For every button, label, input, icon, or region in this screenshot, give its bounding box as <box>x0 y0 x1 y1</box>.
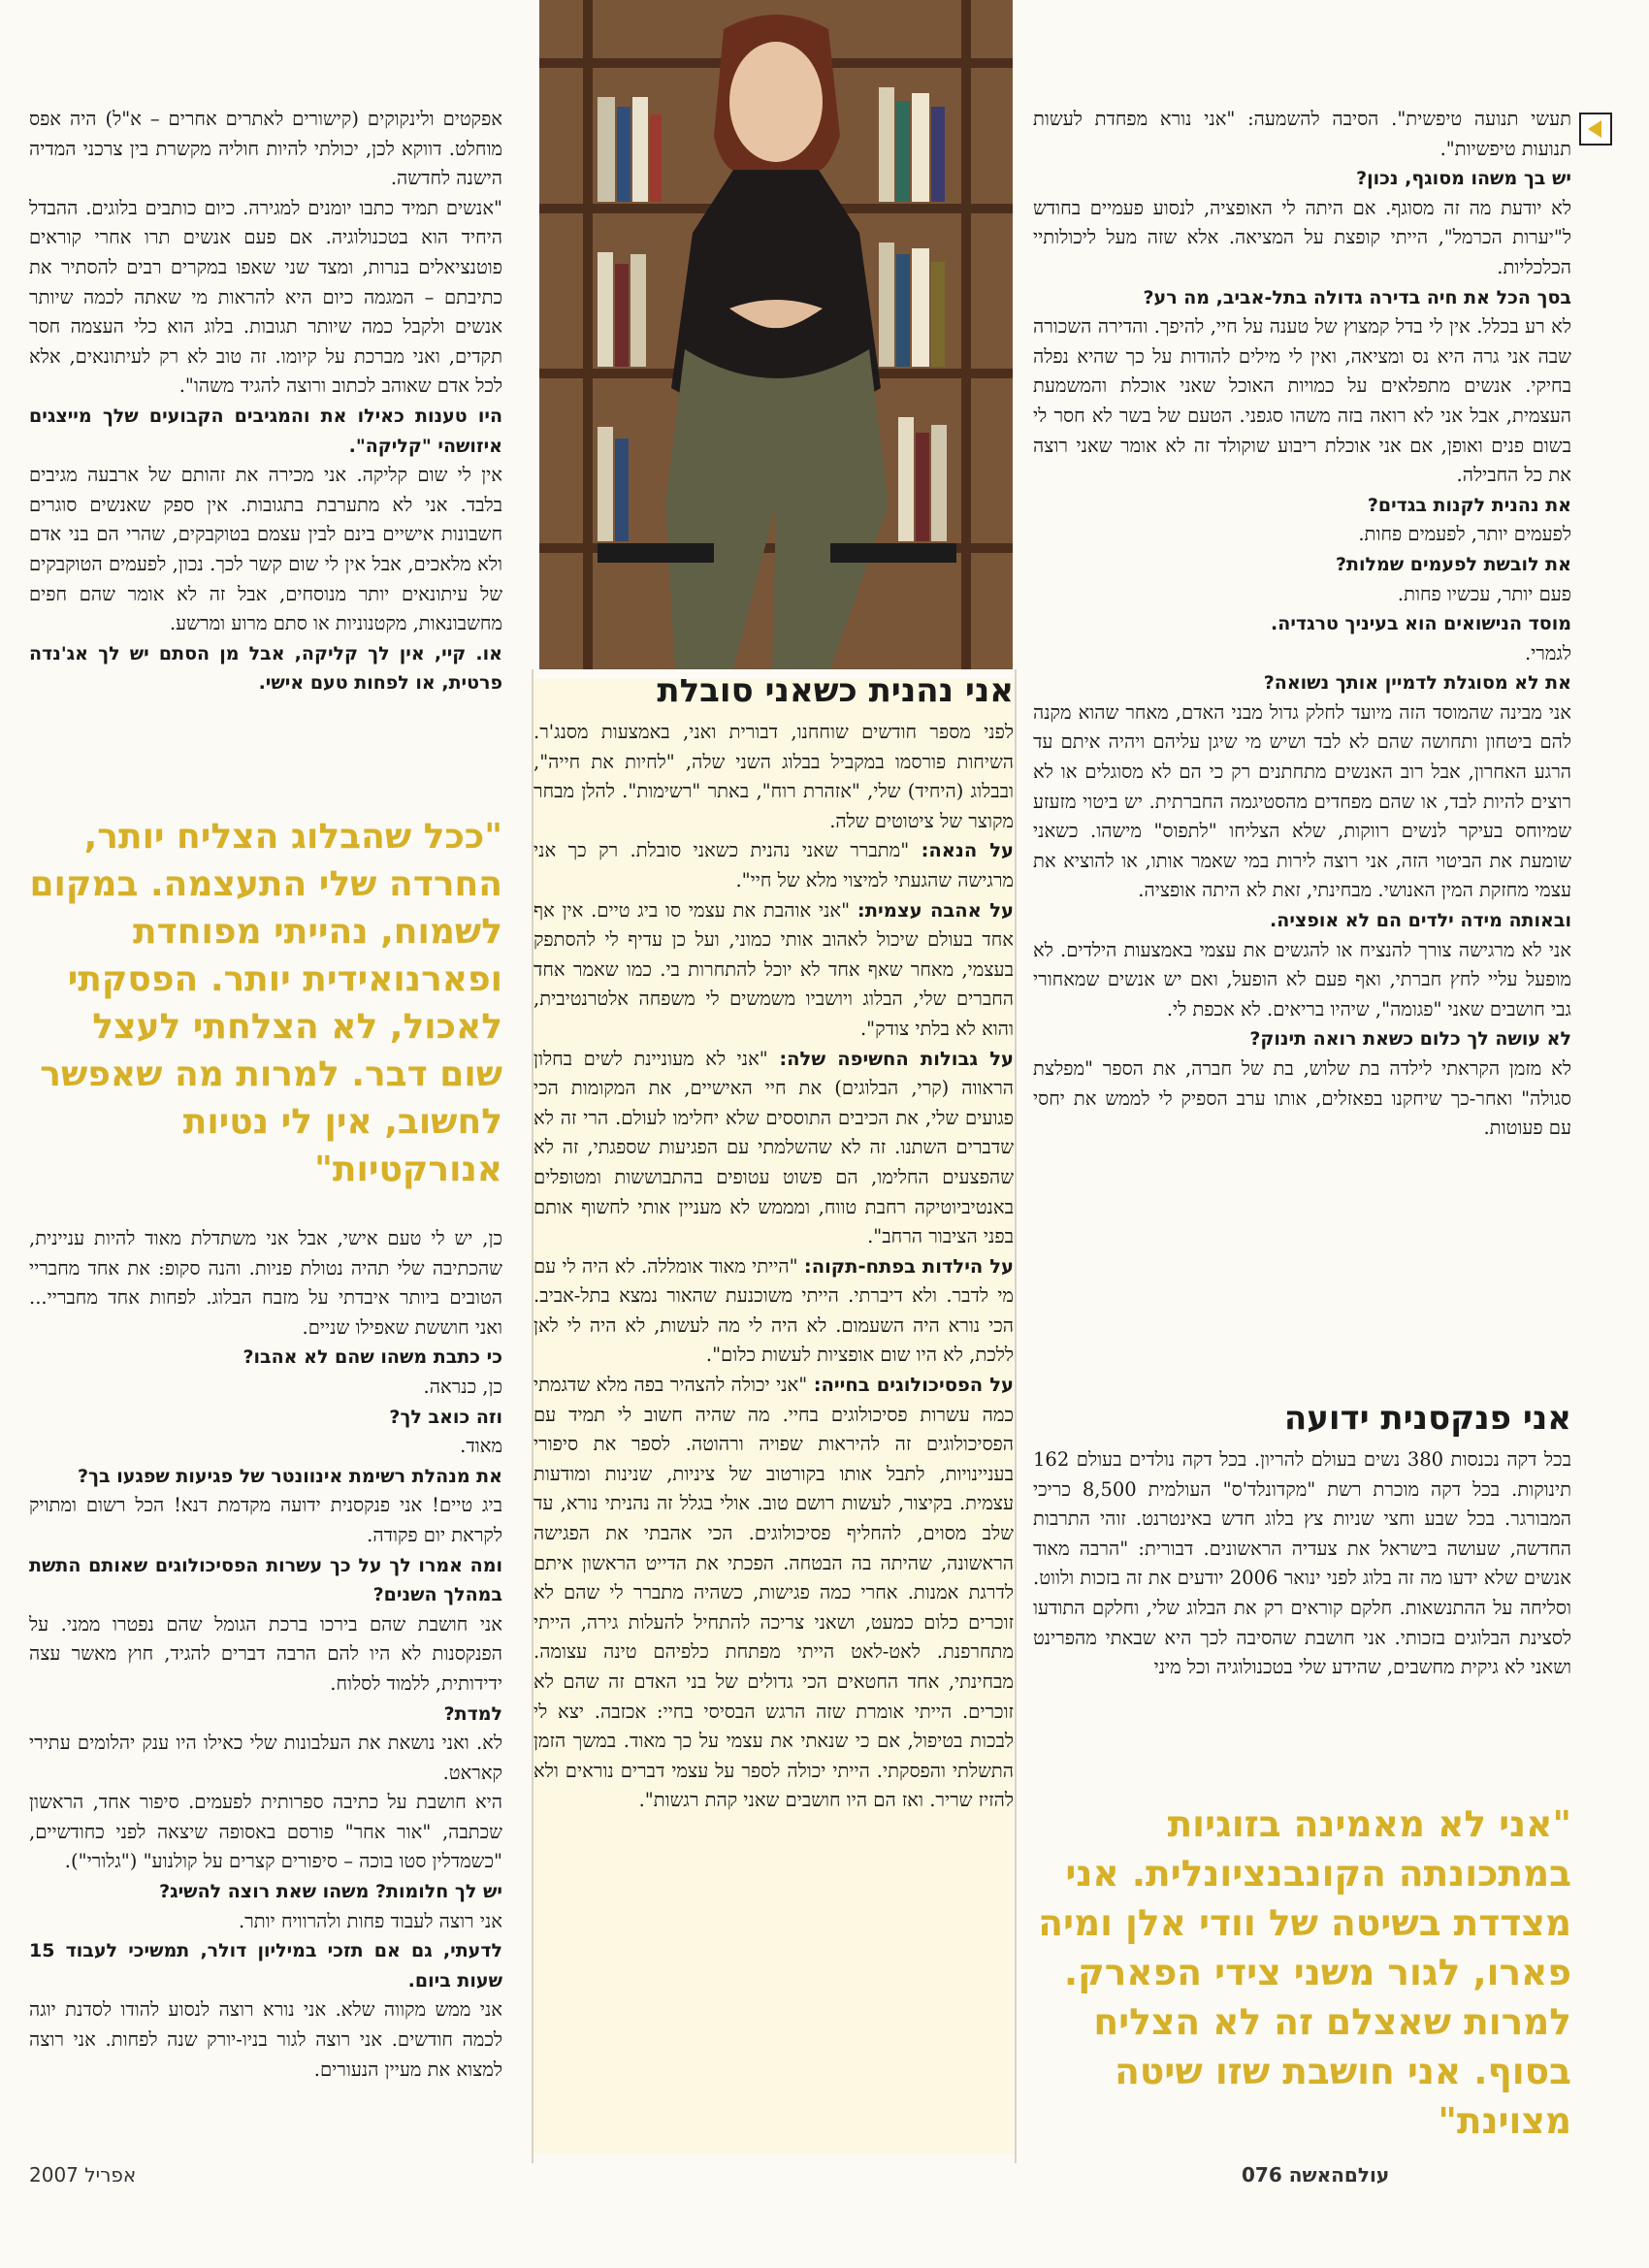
question: ובאותה מידה ילדים הם לא אופציה. <box>1270 910 1571 932</box>
question: או. קיי, אין לך קליקה, אבל מן הסתם יש לך אג'נדה פרטית, או לפחות טעם אישי. <box>29 642 502 695</box>
answer: אני חושבת שהם בירכו ברכת הגומל שהם נפטרו ממני. על הפנקסנות לא היו להם הרבה דברים להגיד, חוץ מאשר עצה ידידותית, ללמוד לסלוח. <box>29 1612 502 1695</box>
question: וזה כואב לך? <box>389 1406 502 1428</box>
triangle-left-icon <box>1588 120 1601 138</box>
quote-text: "אני יכולה להצהיר בפה מלא שדגמתי כמה עשרות פסיכולוגים בחיי. מה שהיה חשוב לי תמיד עם הפסיכולוגים זה להיראות שפויה ורהוטה. לספר את סיפורי בעניינויות, לתבל אותו בקורטוב של ציניות, שנינות ומודעות עצמית. בקיצור, לעשות רושם טוב. אולי בגלל זה נהניתי נורא, עד שלב מסוים, להחליף פסיכולוגים. הכי אהבתי את הפגישה הראשונה, שהיתה בה הבטחה. הפכתי את הדייט הראשון איתם לדרגת אמנות. אחרי כמה פגישות, כשהיה מתברר לי שהם לא זוכרים כלום כמעט, ושאני צריכה להתחיל להעלות גירה, הייתי מתחרפנת. לאט-לאט הייתי מפתחת כלפיהם טינה עצומה. מבחינתי, אחד החטאים הכי גדולים של בני האדם זה שהם לא זוכרים. הייתי אומרת שזה הרגש הבסיסי בחיי: אכזבה. יצא לי לבכות בטיפול, אם כי שנאתי את עצמי על כך מאוד. במשך הזמן התשלתי והפסקתי. הייתי יכולה לספר על עצמי דברים נוראים ולא להזיז שריר. ואז הם היו חושבים שאני קהת רגשות". <box>534 1374 1014 1812</box>
page-number: 076 <box>1242 2163 1282 2187</box>
topic-label: על אהבה עצמית: <box>857 898 1014 922</box>
paragraph: היא חושבת על כתיבה ספרותית לפעמים. סיפור אחד, הראשון שכתבה, "אור אחר" פורסם באסופה שיצאה לפני כחודשיים, "כשמדלין סטו בוכה – סיפורים קצרים על קולנוע" ("גלורי"). <box>29 1791 502 1873</box>
question: ומה אמרו לך על כך עשרות הפסיכולוגים שאותם התשת במהלך השנים? <box>29 1554 502 1606</box>
quote-text: "הייתי מאוד אומללה. לא היה לי עם מי לדבר. ולא דיברתי. הייתי משוכנעת שהאור נמצא בתל-אביב. הכי נורא היה השעמום. לא היה לי מה לעשות, לא היה לי לאן ללכת, לא היו שום אופציות לעשות כלום". <box>534 1254 1014 1367</box>
question: היו טענות כאילו את והמגיבים הקבועים שלך מייצגים איזושהי "קליקה". <box>29 405 502 457</box>
topic-label: על הילדות בפתח-תקוה: <box>803 1254 1014 1278</box>
answer: לא. ואני נושאת את העלבונות שלי כאילו היו ענק יהלומים עתירי קאראט. <box>29 1732 502 1784</box>
continue-marker <box>1579 113 1612 146</box>
answer: כן, יש לי טעם אישי, אבל אני משתדלת מאוד להיות עניינית, שהכתיבה שלי תהיה נטולת פניות. והנה סקופ: את אחד מחבריי הטובים ביותר איבדתי על מזבח הבלוג. לפחות אחד מחבריי... ואני חוששת שאפילו שניים. <box>29 1227 502 1339</box>
topic-label: על הפסיכולוגים בחייה: <box>813 1374 1014 1397</box>
portrait-photo <box>539 0 1013 669</box>
answer: לפעמים יותר, לפעמים פחות. <box>1358 523 1571 546</box>
answer: אני ממש מקווה שלא. אני נורא רוצה לנסוע להודו לסדנת יוגה לכמה חודשים. אני רוצה לגור בניו-יורק שנה לפחות. אני רוצה למצוא את מעיין הנעורים. <box>29 1998 502 2081</box>
question: למדת? <box>443 1702 502 1725</box>
paragraph: בכל דקה נכנסות 380 נשים בעולם להריון. בכל דקה נולדים בעולם 162 תינוקות. בכל דקה מוכרת רשת "מקדונלד'ס" העולמית 8,500 כריכי המבורגר. בכל שבע וחצי שניות צץ בלוג חדש באינטרנט. זוהי התרבות החדשה, שעושה בישראל את צעדיה הראשונים. דבורית: "הרבה מאוד אנשים שלא ידעו מה זה בלוג לפני ינואר 2006 יודעים את זה בזכות ולווט. וסליחה על ההתנשאות. חלקם קוראים רק את הבלוג שלי, וחלקם התודעו לסצינת הבלוגים בזכותי. אני חושבת שהסיבה לכך היא שבאתי מהפרינט ושאני לא גיקית מחשבים, שהידע שלי בטכנולוגיה וכל מיני <box>1033 1448 1571 1679</box>
column-divider <box>1015 669 1017 2163</box>
question: לא עושה לך כלום כשאת רואה תינוק? <box>1249 1028 1571 1051</box>
quote-text: "מתברר שאני נהנית כשאני סובלת. רק כך אני מרגישה שהגעתי למיצוי מלא של חיי". <box>534 839 1014 891</box>
right-section-2 <box>1033 1397 1571 1785</box>
pull-quote: "אני לא מאמינה בזוגיות במתכונתה הקונבנציונלית. אני מצדדת בשיטה של וודי אלן ומיה פארו, לגור משני צידי הפארק. למרות שאצלם זה לא הצליח בסוף. אני חושבת שזו שיטה מצוינת" <box>1038 1802 1571 2142</box>
answer: אין לי שום קליקה. אני מכירה את זהותם של ארבעה מגיבים בלבד. אני לא מתערבת בתגובות. אין ספק שאנשים סוגרים חשבונות אישיים בינם לבין עצמם בטוקבקים, שהרי הם בני אדם ולא מלאכים, אבל אין לי שום קשר לכך. נכון, לפעמים הטוקבקים של עיתונאים יותר מנוסחים, אבל זה לא אומר שהם חפים מחשבונאות, מקטנוניות או סתם מרוע ומרשע. <box>29 464 502 635</box>
question: יש לך חלומות? משהו שאת רוצה להשיג? <box>159 1881 502 1903</box>
paragraph: "אנשים תמיד כתבו יומנים למגירה. כיום כותבים בלוגים. ההבדל היחיד הוא בטכנולוגיה. אם פעם אנשים תרו אחרי קוראים פוטנציאלים בנרות, ומצד שני שאפו במקרים רבים להסתיר את כתיבתם – המגמה כיום היא להראות מי שאתה לכמה שיותר אנשים ולקבל כמה שיותר תגובות. בלוג הוא כלי העצמה חסר תקדים, ואני מברכת על קיומו. זה טוב לא רק לעיתונאים, אלא לכל אדם שאוהב לכתוב ורוצה להגיד משהו". <box>29 196 502 398</box>
question: לדעתי, גם אם תזכי במיליון דולר, תמשיכי לעבוד 15 שעות ביום. <box>29 1940 502 1992</box>
question: את לובשת לפעמים שמלות? <box>1335 553 1571 575</box>
section-headline: אני פנקסנית ידועה <box>1283 1399 1571 1438</box>
right-column <box>1033 105 1571 1380</box>
topic-label: על הנאה: <box>921 839 1014 862</box>
left-column-bottom <box>29 1224 502 2146</box>
answer: אני רוצה לעבוד פחות ולהרוויח יותר. <box>238 1909 502 1932</box>
question: כי כתבת משהו שהם לא אהבו? <box>242 1346 502 1369</box>
answer: פעם יותר, עכשיו פחות. <box>1397 582 1571 605</box>
answer: לא יודעת מה זה מסוגף. אם היתה לי האופציה, לנסוע פעמיים בחודש ל"יערות הכרמל", הייתי קופצת על המציאה. אלא שזה מעל ליכולותיי הכלכליות. <box>1033 196 1571 278</box>
paragraph: תעשי תנועה טיפשית". הסיבה להשמעה: "אני נורא מפחדת לעשות תנועות טיפשיות". <box>1033 108 1571 160</box>
issue-date: אפריל 2007 <box>29 2163 137 2187</box>
answer: אני מבינה שהמוסד הזה מיועד לחלק גדול מבני האדם, מאחר שהוא מקנה להם ביטחון ותחושה שהם לא לבד ושיש מי שיגן עליהם ויהיה איתם עד הרגע האחרון, אבל רוב האנשים מתחתנים רק כי הם לא מסוגלים או לא רוצים להיות לבד, או שהם מפחדים מהסטיגמה החברתית. יש ביטוי מזעזע שמיוחס בעיקר לנשים רווקות, שלא הצליחו "לתפוס" מישהו. כשאני שומעת את הביטוי הזה, אני רוצה לירות במי שאמר אותו, או להוציא את עצמי מחזקת המין האנושי. מבחינתי, זאת לא היתה אופציה. <box>1033 700 1571 902</box>
quote-text: "אני לא מעוניינת לשים בחלון הראווה (קרי, הבלוגים) את חיי האישיים, את המקומות הכי פגועים שלי, את הכיבים התוססים שלא יחלימו לעולם. הרי זה לא שדברים השתנו. זה לא שהשלמתי עם הפגיעות שספגתי, זה לא שהפצעים החלימו, הם פשוט עטופים בהתבוששות ומטופלים באנטיביוטיקה רחבת טווח, ומממש לא מעניין אותי לחשוף אותם בפני הציבור הרחב". <box>534 1047 1014 1248</box>
answer: מאוד. <box>460 1435 502 1458</box>
magazine-name: עולםהאשה <box>1288 2163 1390 2187</box>
section-headline: אני נהנית כשאני סובלת <box>657 679 1014 710</box>
question: יש בך משהו מסוגף, נכון? <box>1356 168 1571 190</box>
answer: לא רע בכלל. אין לי בדל קמצוץ של טענה על חיי, להיפך. והדירה השכורה שבה אני גרה היא נס ומציאה, ואין לי מילים להודות על כך שהיא נפלה בחיקי. אנשים מתפלאים על כמויות האוכל שאני אוכלת והמשמעת העצמית, אבל אני לא רואה בזה משהו סגפני. הטעם של בשר לא חסר לי בשום פנים ואופן, אם אני אוכלת ריבוע שוקולד זה לא אומר שאני רוצה את כל החבילה. <box>1033 315 1571 487</box>
answer: אני לא מרגישה צורך להנציח או להגשים את עצמי באמצעות הילדים. לא מופעל עליי לחץ חברתי, ואף פעם לא הופעל, ואם יש אנשים שמאחורי גבי חושבים שאני "פגומה", שיהיו בריאים. לא אכפת לי. <box>1033 938 1571 1021</box>
topic-label: על גבולות החשיפה שלה: <box>779 1047 1014 1070</box>
paragraph: אפקטים ולינקוקים (קישורים לאתרים אחרים – א"ל) היה אפס מוחלט. דווקא לכן, יכולתי להיות חוליה מקשרת בין צרכני המדיה הישנה לחדשה. <box>29 108 502 190</box>
question: את נהנית לקנות בגדים? <box>1367 494 1571 516</box>
question: בסך הכל את חיה בדירה גדולה בתל-אביב, מה רע? <box>1143 286 1571 308</box>
page-footer <box>1242 2163 1389 2187</box>
left-column-top <box>29 105 502 803</box>
middle-column <box>534 679 1014 2154</box>
question: את מנהלת רשימת אינוונטר של פגיעות שפגעו בך? <box>78 1465 502 1487</box>
question: מוסד הנישואים הוא בעיניך טרגדיה. <box>1271 613 1571 635</box>
quote-text: "אני אוהבת את עצמי סו ביג טיים. אין אף אחד בעולם שיכול לאהוב אותי כמוני, ועל כן עדיף לי להסתפק בעצמי, מאחר שאף אחד לא יוכל להתחרות בי. כמו שאמר אחד החברים שלי, הבלוג ויושביו משמשים לי משפחה אלטרנטיבית, והוא לא בלתי צודק". <box>534 898 1014 1040</box>
paragraph: לפני מספר חודשים שוחחנו, דבורית ואני, באמצעות מסנג'ר. השיחות פורסמו במקביל בבלוג השני שלה, "לחיות את חייה", ובבלוג (היחיד) שלי, "אזהרת רוח", באתר "רשימות". להלן מבחר מקוצר של ציטוטים שלה. <box>534 721 1014 832</box>
answer: ביג טיים! אני פנקסנית ידועה מקדמת דנא! הכל רשום ומתויק לקראת יום פקודה. <box>29 1494 502 1546</box>
answer: לגמרי. <box>1524 641 1571 664</box>
pull-quote: "ככל שהבלוג הצליח יותר, החרדה שלי התעצמה. במקום לשמוח, נהייתי מפוחדת ופארנואידית יותר. הפסקתי לאכול, לא הצלחתי לעצל שום דבר. למרות מה שאפשר לחשוב, אין לי נטיות אנורקטיות" <box>29 817 502 1189</box>
answer: לא מזמן הקראתי לילדה בת שלוש, בת של חברה, את הספר "מפלצת סגולה" ואחר-כך שיחקנו בפאזלים, אותו ערב הספיק לי לממש את יחסי עם פעוטות. <box>1033 1057 1571 1140</box>
answer: כן, כנראה. <box>423 1375 502 1398</box>
question: את לא מסוגלת לדמיין אותך נשואה? <box>1263 672 1571 695</box>
